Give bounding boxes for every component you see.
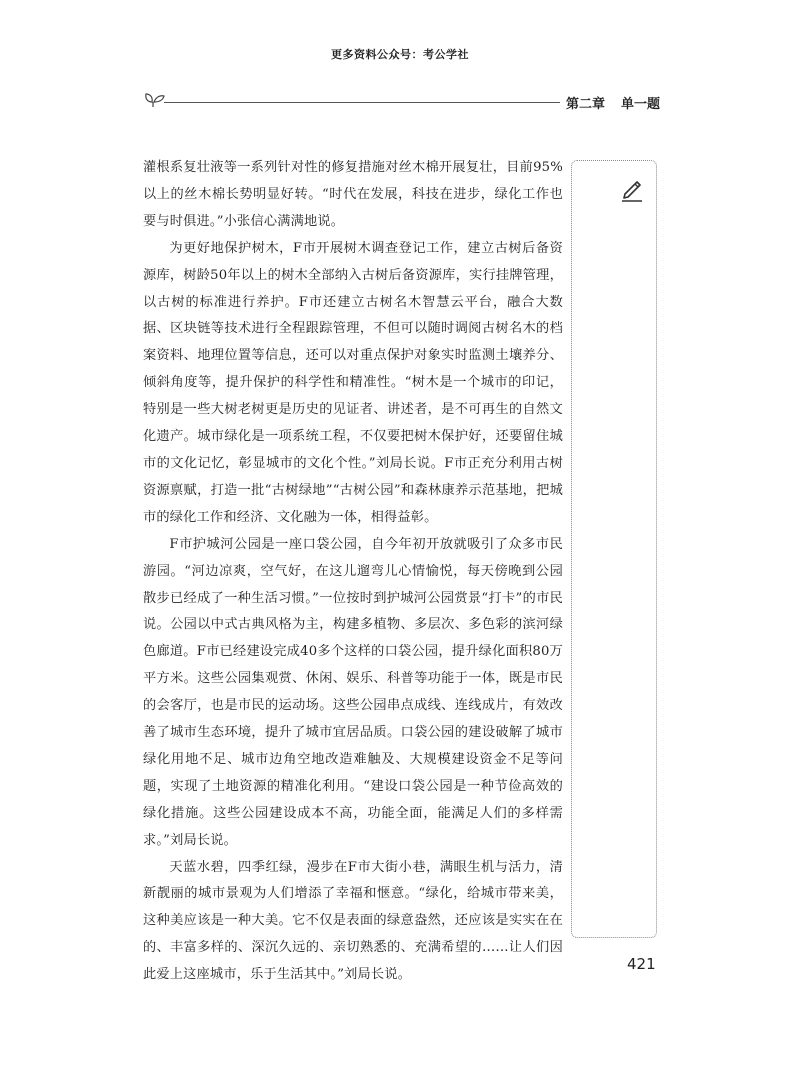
paragraph: 灌根系复壮液等一系列针对性的修复措施对丝木棉开展复壮，目前95%以上的丝木棉长势明显好转。“时代在发展，科技在进步，绿化工作也要与时俱进。”小张信心满满地说。 [143, 160, 563, 229]
section-name: 单一题 [621, 97, 661, 112]
chapter-number: 第二章 [566, 97, 606, 112]
article-body [143, 155, 563, 989]
chapter-header [142, 88, 662, 118]
paragraph: 天蓝水碧，四季红绿，漫步在F市大街小巷，满眼生机与活力，清新靓丽的城市景观为人们增添了幸福和惬意。“绿化，给城市带来美，这种美应该是一种大美。它不仅是表面的绿意盎然，还应该是实实在在的、丰富多样的、深沉久远的、亲切熟悉的、充满希望的……让人们因此爱上这座城市，乐于生活其中。”刘局长说。 [143, 859, 563, 983]
chapter-title [566, 93, 660, 112]
paragraph: F市护城河公园是一座口袋公园，自今年初开放就吸引了众多市民游园。“河边凉爽，空气好，在这儿遛弯儿心情愉悦，每天傍晚到公园散步已经成了一种生活习惯。”一位按时到护城河公园赏景“打卡”的市民说。公园以中式古典风格为主，构建多植物、多层次、多色彩的滨河绿色廊道。F市已经建设完成40多个这样的口袋公园，提升绿化面积80万平方米。这些公园集观赏、休闲、娱乐、科普等功能于一体，既是市民的会客厅，也是市民的运动场。这些公园串点成线、连线成片，有效改善了城市生态环境，提升了城市宜居品质。口袋公园的建设破解了城市绿化用地不足、城市边角空地改造难触及、大规模建设资金不足等问题，实现了土地资源的精准化利用。“建设口袋公园是一种节俭高效的绿化措施。这些公园建设成本不高，功能全面，能满足人们的多样需求。”刘局长说。 [143, 536, 563, 848]
notes-margin [571, 160, 657, 938]
pencil-icon [618, 175, 646, 203]
sprout-icon [142, 88, 168, 108]
header-divider [164, 102, 560, 103]
paragraph: 为更好地保护树木，F市开展树木调查登记工作，建立古树后备资源库，树龄50年以上的树木全部纳入古树后备资源库，实行挂牌管理，以古树的标准进行养护。F市还建立古树名木智慧云平台，融合大数据、区块链等技术进行全程跟踪管理，不但可以随时调阅古树名木的档案资料、地理位置等信息，还可以对重点保护对象实时监测土壤养分、倾斜角度等，提升保护的科学性和精准性。“树木是一个城市的印记，特别是一些大树老树更是历史的见证者、讲述者，是不可再生的自然文化遗产。城市绿化是一项系统工程，不仅要把树木保护好，还要留住城市的文化记忆，彰显城市的文化个性。”刘局长说。F市正充分利用古树资源禀赋，打造一批“古树绿地”“古树公园”和森林康养示范基地，把城市的绿化工作和经济、文化融为一体，相得益彰。 [143, 240, 563, 525]
promo-banner: 更多资料公众号：考公学社 [331, 48, 469, 61]
page-number: 421 [627, 955, 656, 973]
